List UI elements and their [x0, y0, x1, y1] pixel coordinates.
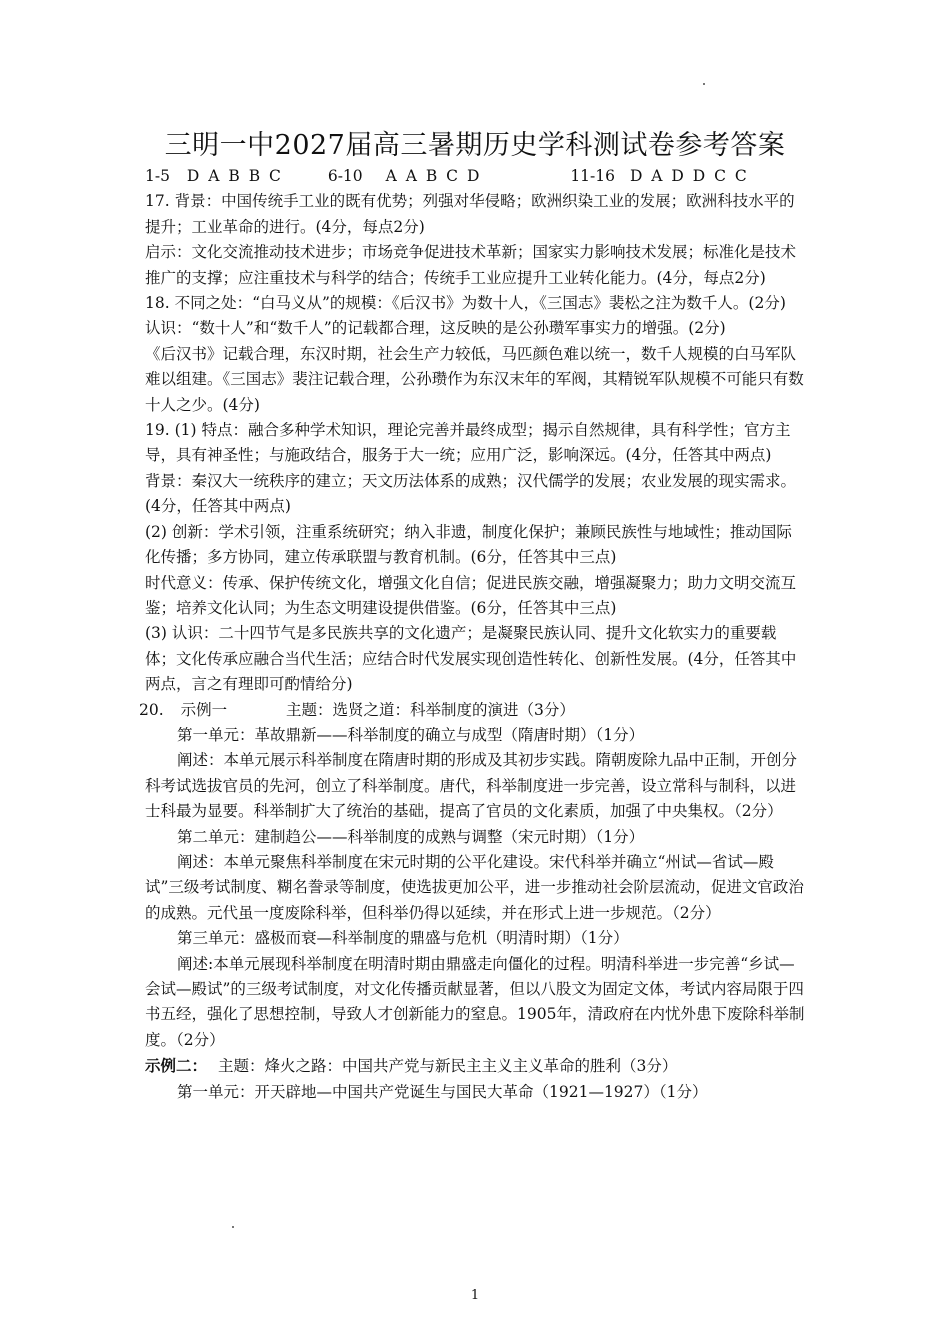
page-number: 1	[470, 1288, 480, 1303]
unit3-text: 阐述:本单元展现科举制度在明清时期由鼎盛走向僵化的过程。明清科举进一步完善“乡试—会试—殿试”的三级考试制度，对文化传播贡献显著，但以八股文为固定文体，考试内容局限于四书五经，强化了思想控制，导致人才创新能力的窒息。1905年，清政府在内忧外患下废除科举制度。（2分）	[145, 954, 805, 1049]
unit1-text: 阐述：本单元展示科举制度在隋唐时期的形成及其初步实践。隋朝废除九品中正制，开创分科考试选拔官员的先河，创立了科举制度。唐代，科举制度进一步完善，设立常科与制科，以进士科最为显要。科举制扩大了统治的基础，提高了官员的文化素质，加强了中央集权。（2分）	[145, 751, 798, 821]
q18-explanation: 《后汉书》记载合理，东汉时期，社会生产力较低，马匹颜色难以统一，数千人规模的白马军队难以组建。《三国志》裴注记载合理，公孙瓒作为东汉末年的军阀，其精锐军队规模不可能只有数十人之少。(4分)	[145, 344, 804, 414]
q17-background: 17. 背景：中国传统手工业的既有优势；列强对华侵略；欧洲织染工业的发展；欧洲科技水平的提升；工业革命的进行。(4分，每点2分)	[145, 192, 795, 236]
answer-range-1: 1-5	[145, 167, 170, 185]
q20-number: 20.	[139, 700, 164, 719]
answer-keys-3: D A D D C C	[629, 167, 749, 185]
unit3-heading: 第三单元：盛极而衰—科举制度的鼎盛与危机（明清时期）（1分）	[177, 929, 629, 948]
example1-theme: 主题：选贤之道：科举制度的演进（3分）	[286, 700, 575, 719]
q19-part1-background: 背景：秦汉大一统秩序的建立；天文历法体系的成熟；汉代儒学的发展；农业发展的现实需求。(4分，任答其中两点)	[145, 471, 797, 516]
answer-body	[139, 164, 805, 1105]
q19-part2-significance: 时代意义：传承、保护传统文化，增强文化自信；促进民族交融，增强凝聚力；助力文明交流互鉴；培养文化认同；为生态文明建设提供借鉴。(6分，任答其中三点)	[145, 573, 797, 617]
multiple-choice-answers	[145, 164, 805, 189]
scan-mark-bottom	[232, 1226, 234, 1228]
scan-mark-top	[703, 83, 705, 85]
q18-understanding: 认识：“数十人”和“数千人”的记载都合理，这反映的是公孙瓒军事实力的增强。(2分)	[145, 319, 726, 338]
q18-difference: 18. 不同之处：“白马义从”的规模：《后汉书》为数十人，《三国志》裴松之注为数千人。(2分)	[145, 294, 786, 313]
answer-keys-1: D A B B C	[186, 167, 283, 185]
answer-keys-2: A A B C D	[385, 167, 482, 185]
example2-unit1-heading: 第一单元：开天辟地—中国共产党诞生与国民大革命（1921—1927）（1分）	[177, 1082, 708, 1101]
example1-label: 示例一	[180, 700, 228, 719]
page-title: 三明一中2027届高三暑期历史学科测试卷参考答案	[164, 130, 786, 161]
unit1-heading: 第一单元：革故鼎新——科举制度的确立与成型（隋唐时期）（1分）	[177, 725, 645, 744]
answer-range-2: 6-10	[327, 167, 363, 185]
unit2-text: 阐述：本单元聚焦科举制度在宋元时期的公平化建设。宋代科举并确立“州试—省试—殿试”三级考试制度、糊名誊录等制度，使选拔更加公平，进一步推动社会阶层流动，促进文官政治的成熟。元代虽一度废除科举，但科举仍得以延续，并在形式上进一步规范。（2分）	[145, 852, 804, 922]
answer-range-3: 11-16	[570, 167, 615, 185]
example2-label: 示例二：	[145, 1056, 208, 1076]
q17-enlightenment: 启示：文化交流推动技术进步；市场竞争促进技术革新；国家实力影响技术发展；标准化是技术推广的支撑；应注重技术与科学的结合；传统手工业应提升工业转化能力。(4分，每点2分)	[145, 243, 797, 287]
q19-part1-features: 19. (1) 特点：融合多种学术知识，理论完善并最终成型；揭示自然规律，具有科学性；官方主导，具有神圣性；与施政结合，服务于大一统；应用广泛，影响深远。(4分，任答其中两点)	[145, 421, 791, 465]
q20-example2-header	[145, 1053, 805, 1079]
q20-example1-header	[139, 698, 805, 723]
example2-theme: 主题：烽火之路：中国共产党与新民主主义主义革命的胜利（3分）	[217, 1057, 678, 1076]
q19-part3-understanding: (3) 认识：二十四节气是多民族共享的文化遗产；是凝聚民族认同、提升文化软实力的重要载体；文化传承应融合当代生活；应结合时代发展实现创造性转化、创新性发展。(4分，任答其中两点，言之有理即可酌情给分)	[145, 624, 797, 694]
unit2-heading: 第二单元：建制趋公——科举制度的成熟与调整（宋元时期）（1分）	[177, 827, 645, 846]
q19-part2-innovation: (2) 创新：学术引领，注重系统研究；纳入非遗，制度化保护；兼顾民族性与地域性；推动国际化传播；多方协同，建立传承联盟与教育机制。(6分，任答其中三点)	[145, 522, 792, 567]
